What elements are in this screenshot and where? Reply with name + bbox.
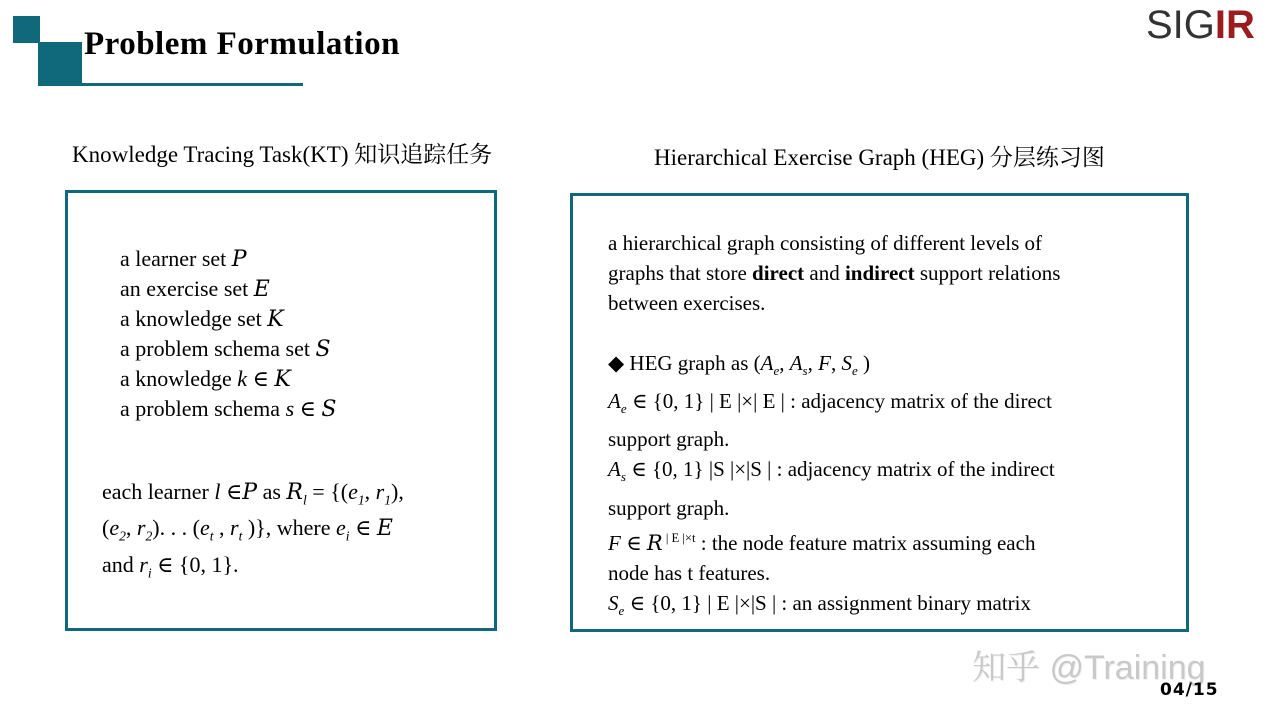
text-line: $S_e$ ∈ {0, 1} | E |×|S | : an assignment binary matrix: [608, 590, 1032, 618]
left-column-heading: Knowledge Tracing Task(KT) 知识追踪任务: [72, 142, 493, 167]
text-line: a knowledge set K: [120, 306, 284, 332]
heg-details-text: [608, 348, 1055, 626]
text-line: graphs that store direct and indirect support relations: [608, 261, 1061, 285]
text-line: between exercises.: [608, 291, 766, 315]
sigir-logo: [1146, 5, 1255, 45]
text-line: a problem schema set S: [120, 336, 331, 362]
text-line: an exercise set E: [120, 276, 270, 302]
title-underline: [71, 83, 303, 86]
text-line: ($e_2$, $r_2$). . . ($e_t$ , $r_t$ )}, where $e_i$ ∈ E: [102, 515, 393, 544]
text-line: support graph.: [608, 427, 730, 452]
text-line: ◆ HEG graph as ($A_e$, $A_s$, F, $S_e$ ): [608, 351, 870, 379]
right-column-heading: Hierarchical Exercise Graph (HEG) 分层练习图: [654, 145, 1105, 170]
text-line: support graph.: [608, 495, 730, 520]
kt-definitions-text: [120, 244, 337, 424]
text-line: each learner l ∈P as $R_l = \{(e_1$, $r_1$),: [102, 479, 404, 508]
text-line: a problem schema s ∈ S: [120, 396, 337, 422]
logo-text-sig: SIG: [1146, 3, 1215, 47]
text-line: a knowledge k ∈ K: [120, 366, 291, 392]
text-line: and $r_i$ ∈ {0, 1}.: [102, 551, 239, 581]
text-line: a hierarchical graph consisting of different levels of: [608, 231, 1043, 255]
text-line: a learner set P: [120, 246, 247, 272]
watermark: 知乎 @Training: [972, 649, 1206, 687]
text-line: F ∈ R $^{| E |\times t}$ : the node feature matrix assuming each: [608, 530, 1036, 555]
title-decoration-square-large: [38, 42, 82, 86]
page-number: 04/15: [1160, 680, 1219, 700]
page-title: Problem Formulation: [84, 26, 400, 62]
kt-sequence-text: [102, 478, 404, 587]
heg-description-text: [608, 228, 1060, 318]
text-line: $A_s$ ∈ {0, 1} |S |×|S | : adjacency matrix of the indirect: [608, 457, 1055, 485]
text-line: $A_e$ ∈ {0, 1} | E |×| E | : adjacency matrix of the direct: [608, 389, 1052, 417]
text-line: node has t features.: [608, 560, 771, 585]
logo-text-ir: IR: [1214, 3, 1255, 47]
title-decoration-square-small: [13, 16, 40, 43]
